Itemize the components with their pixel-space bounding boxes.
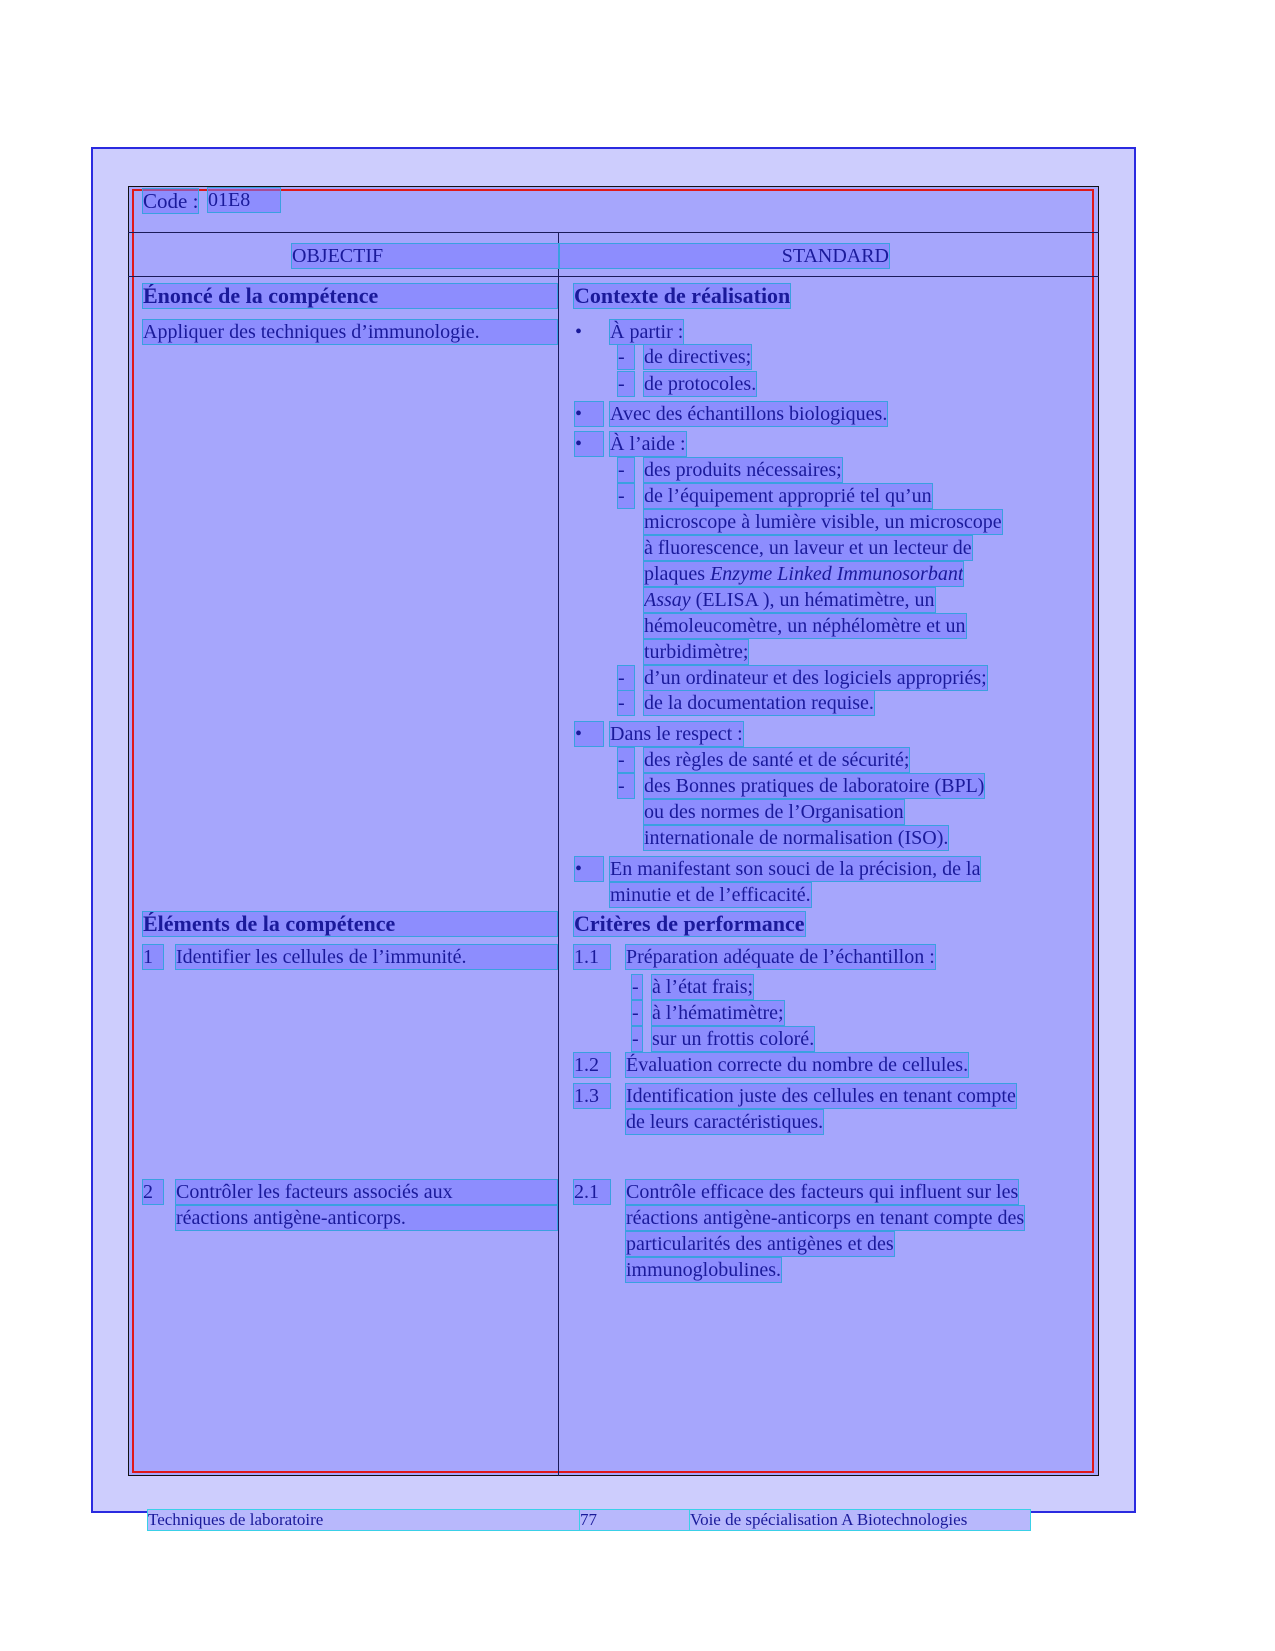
context-text: (ELISA ), un hématimètre, un — [690, 589, 935, 611]
context-subitem: à fluorescence, un laveur et un lecteur de — [644, 537, 972, 559]
context-item: minutie et de l’efficacité. — [610, 884, 811, 906]
context-subitem: des Bonnes pratiques de laboratoire (BPL) — [644, 775, 985, 797]
context-subitem: microscope à lumière visible, un microscope — [644, 511, 1002, 533]
bullet-icon: • — [575, 321, 583, 343]
dash-icon: - — [618, 484, 634, 508]
col-standard: STANDARD — [560, 244, 889, 268]
elements-title: Éléments de la compétence — [143, 912, 557, 936]
column-divider — [558, 232, 559, 1476]
bullet-icon: • — [575, 722, 603, 746]
context-subitem: de la documentation requise. — [644, 692, 874, 714]
element-text: Contrôler les facteurs associés aux — [176, 1180, 557, 1204]
competence-table — [128, 186, 1099, 1476]
dash-icon: - — [618, 345, 634, 369]
footer-left: Techniques de laboratoire — [148, 1510, 580, 1530]
code-value: 01E8 — [208, 188, 280, 212]
criteres-title: Critères de performance — [574, 911, 805, 936]
footer-right: Voie de spécialisation A Biotechnologies — [690, 1510, 1030, 1530]
criterion-subitem: à l’état frais; — [652, 976, 754, 998]
element-number: 1 — [143, 945, 163, 969]
dash-icon: - — [618, 774, 634, 798]
dash-icon: - — [618, 691, 634, 715]
header-divider — [128, 232, 1099, 233]
context-subitem: hémoleucomètre, un néphélomètre et un — [644, 615, 966, 637]
context-subitem — [644, 562, 963, 586]
criterion-number: 1.1 — [574, 945, 610, 969]
context-subitem: turbidimètre; — [644, 641, 749, 663]
context-text-italic: Enzyme Linked Immunosorbant — [710, 563, 964, 585]
context-subitem: des règles de santé et de sécurité; — [644, 749, 910, 771]
element-text: Identifier les cellules de l’immunité. — [176, 945, 557, 969]
header-divider — [128, 276, 1099, 277]
enonce-title: Énoncé de la compétence — [143, 284, 557, 308]
criterion-number: 2.1 — [574, 1180, 610, 1204]
context-subitem — [644, 588, 935, 612]
context-subitem: de protocoles. — [644, 373, 757, 395]
context-subitem: d’un ordinateur et des logiciels appropriés; — [644, 667, 987, 689]
context-text-italic: Assay — [644, 589, 691, 611]
criterion-subitem: sur un frottis coloré. — [652, 1028, 815, 1050]
dash-icon: - — [632, 1027, 642, 1051]
criterion-number: 1.3 — [574, 1084, 610, 1108]
criterion-text: Contrôle efficace des facteurs qui influent sur les — [626, 1181, 1019, 1203]
context-subitem: ou des normes de l’Organisation — [644, 801, 904, 823]
context-item: À l’aide : — [610, 433, 686, 455]
context-subitem: internationale de normalisation (ISO). — [644, 827, 949, 849]
dash-icon: - — [618, 458, 634, 482]
footer-page-number: 77 — [580, 1510, 690, 1530]
dash-icon: - — [618, 372, 634, 396]
criterion-number: 1.2 — [574, 1053, 610, 1077]
bullet-icon: • — [575, 857, 603, 881]
enonce-text: Appliquer des techniques d’immunologie. — [143, 320, 557, 344]
contexte-title: Contexte de réalisation — [574, 283, 791, 308]
context-subitem: de directives; — [644, 346, 752, 368]
context-item: Avec des échantillons biologiques. — [610, 403, 888, 425]
bullet-icon: • — [575, 432, 603, 456]
context-item: En manifestant son souci de la précision, de la — [610, 858, 981, 880]
criterion-subitem: à l’hématimètre; — [652, 1002, 784, 1024]
criterion-text: Identification juste des cellules en tenant compte — [626, 1085, 1016, 1107]
dash-icon: - — [618, 666, 634, 690]
context-item: À partir : — [610, 321, 684, 343]
criterion-text: de leurs caractéristiques. — [626, 1111, 824, 1133]
criterion-text: particularités des antigènes et des — [626, 1233, 894, 1255]
context-item: Dans le respect : — [610, 723, 743, 745]
dash-icon: - — [632, 1001, 642, 1025]
bullet-icon: • — [575, 402, 603, 426]
dash-icon: - — [618, 748, 634, 772]
criterion-text: Préparation adéquate de l’échantillon : — [626, 946, 935, 968]
col-objectif: OBJECTIF — [292, 244, 558, 268]
element-number: 2 — [143, 1180, 163, 1204]
criterion-text: Évaluation correcte du nombre de cellules. — [626, 1054, 969, 1076]
context-subitem: des produits nécessaires; — [644, 459, 842, 481]
code-label: Code : — [143, 189, 199, 213]
criterion-text: réactions antigène-anticorps en tenant compte des — [626, 1207, 1025, 1229]
element-text: réactions antigène-anticorps. — [176, 1206, 557, 1230]
criterion-text: immunoglobulines. — [626, 1259, 781, 1281]
context-text: plaques — [644, 563, 711, 585]
context-subitem: de l’équipement approprié tel qu’un — [644, 485, 932, 507]
dash-icon: - — [632, 975, 642, 999]
